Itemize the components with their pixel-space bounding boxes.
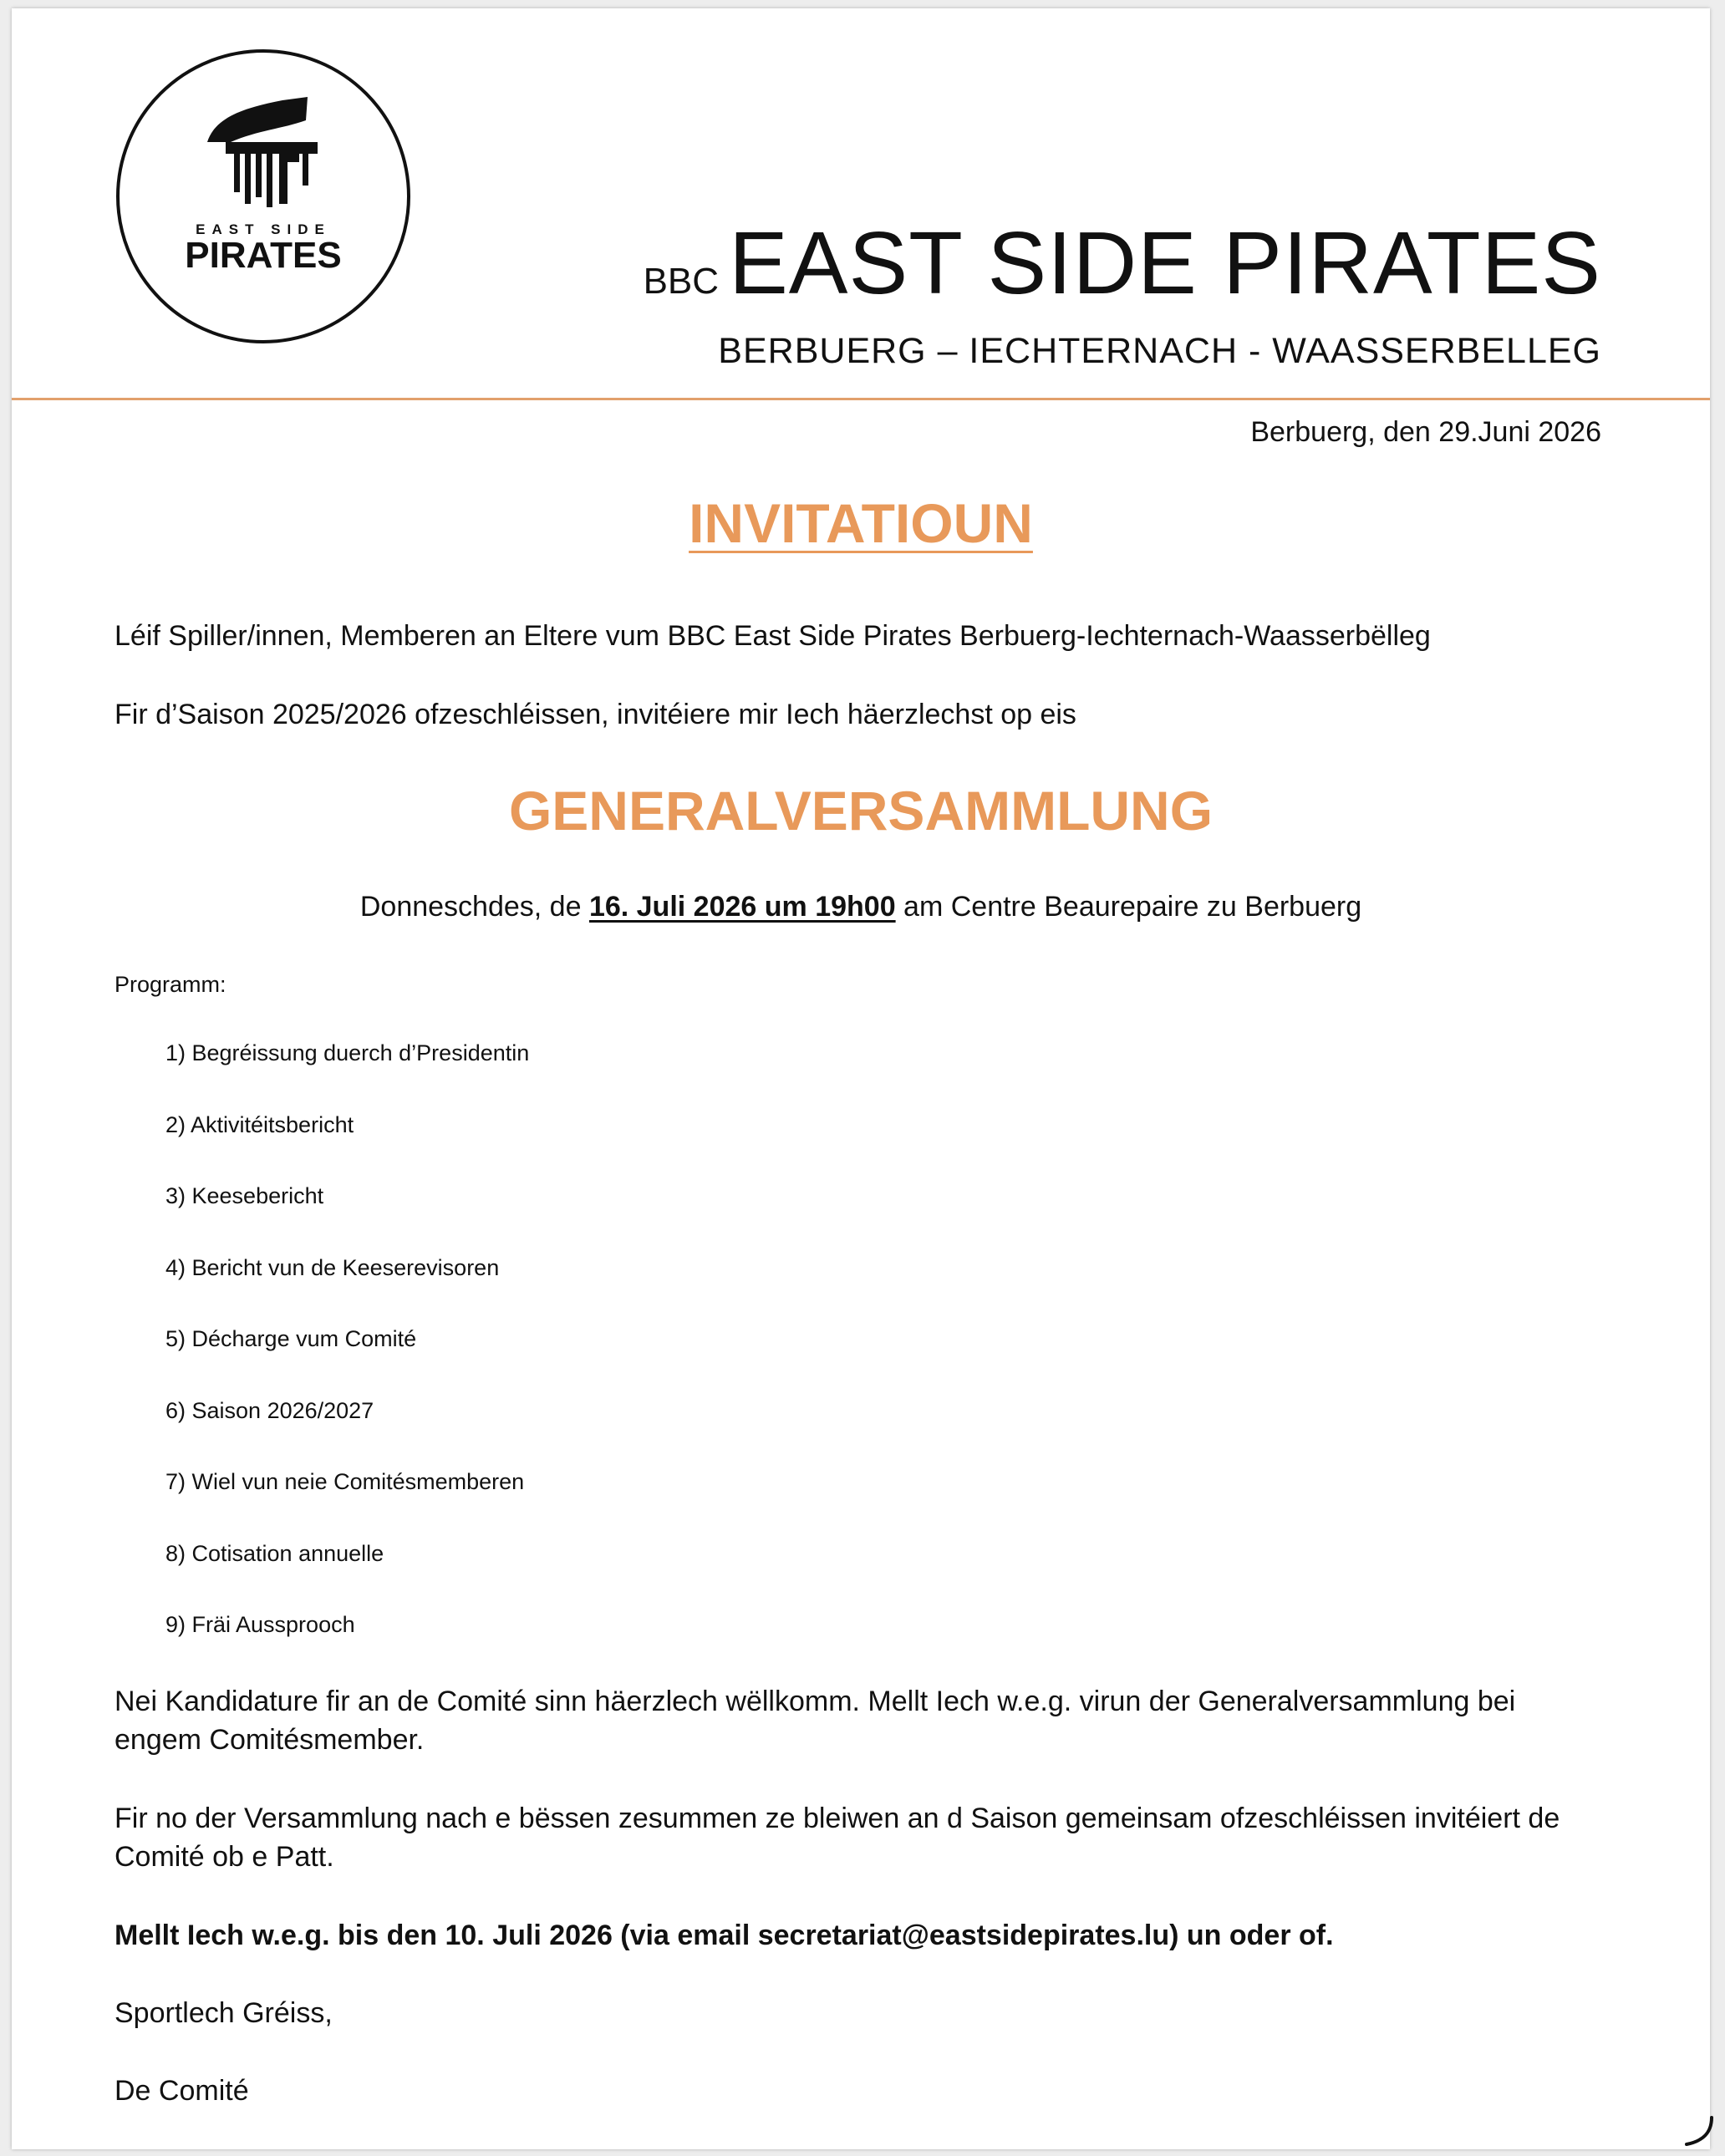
logo-bottom-text: PIRATES — [185, 235, 342, 276]
agenda-list — [165, 1040, 529, 1683]
agenda-item: 5) Décharge vum Comité — [165, 1326, 417, 1351]
agenda-item: 7) Wiel vun neie Comitésmemberen — [165, 1469, 525, 1494]
agenda-item: 1) Begréissung duerch d’Presidentin — [165, 1040, 530, 1065]
title-prefix: BBC — [643, 261, 720, 302]
when-prefix: Donneschdes, de — [359, 891, 589, 923]
heading-invitation: INVITATIOUN — [689, 492, 1033, 554]
document-page — [12, 8, 1710, 2149]
signature: De Comité — [114, 2075, 249, 2107]
when-datetime: 16. Juli 2026 um 19h00 — [588, 891, 896, 923]
header-divider — [12, 398, 1710, 400]
agenda-item: 9) Fräi Aussprooch — [165, 1612, 355, 1637]
title-main: EAST SIDE PIRATES — [729, 214, 1601, 313]
agenda-item: 6) Saison 2026/2027 — [165, 1397, 374, 1423]
closing: Sportlech Gréiss, — [114, 1997, 333, 2029]
page-curl-icon — [1682, 2114, 1715, 2148]
agenda-item: 3) Keesebericht — [165, 1183, 324, 1208]
agenda-item: 4) Bericht vun de Keeserevisoren — [165, 1254, 500, 1280]
candidates-note: Nei Kandidature fir an de Comité sinn häerzlech wëllkomm. Mellt Iech w.e.g. virun der Generalversammlung bei engem Comitésmember. — [114, 1686, 1516, 1756]
agenda-item: 8) Cotisation annuelle — [165, 1540, 384, 1566]
salutation: Léif Spiller/innen, Memberen an Eltere vum BBC East Side Pirates Berbuerg-Iechternach-Waasserbëlleg — [114, 620, 1431, 652]
agenda-item: 2) Aktivitéitsbericht — [165, 1111, 354, 1137]
date-line: Berbuerg, den 29.Juni 2026 — [1250, 416, 1601, 448]
intro-text: Fir d’Saison 2025/2026 ofzeschléissen, invitéiere mir Iech häerzlechst op eis — [114, 699, 1076, 730]
program-label: Programm: — [114, 972, 226, 997]
after-note: Fir no der Versammlung nach e bëssen zesummen ze bleiwen an d Saison gemeinsam ofzeschléissen invitéiert de Comité ob e Patt. — [114, 1803, 1560, 1873]
club-subtitle: BERBUERG – IECHTERNACH - WAASSERBELLEG — [718, 331, 1601, 371]
rsvp-note: Mellt Iech w.e.g. bis den 10. Juli 2026 (via email secretariat@eastsidepirates.lu) un oder of. — [114, 1920, 1334, 1951]
club-logo — [115, 48, 411, 344]
heading-general-assembly: GENERALVERSAMMLUNG — [508, 780, 1214, 842]
event-when — [12, 891, 1710, 923]
club-title — [644, 213, 1601, 314]
logo-top-text: EAST SIDE — [196, 221, 331, 237]
when-suffix: am Centre Beaurepaire zu Berbuerg — [895, 891, 1362, 923]
